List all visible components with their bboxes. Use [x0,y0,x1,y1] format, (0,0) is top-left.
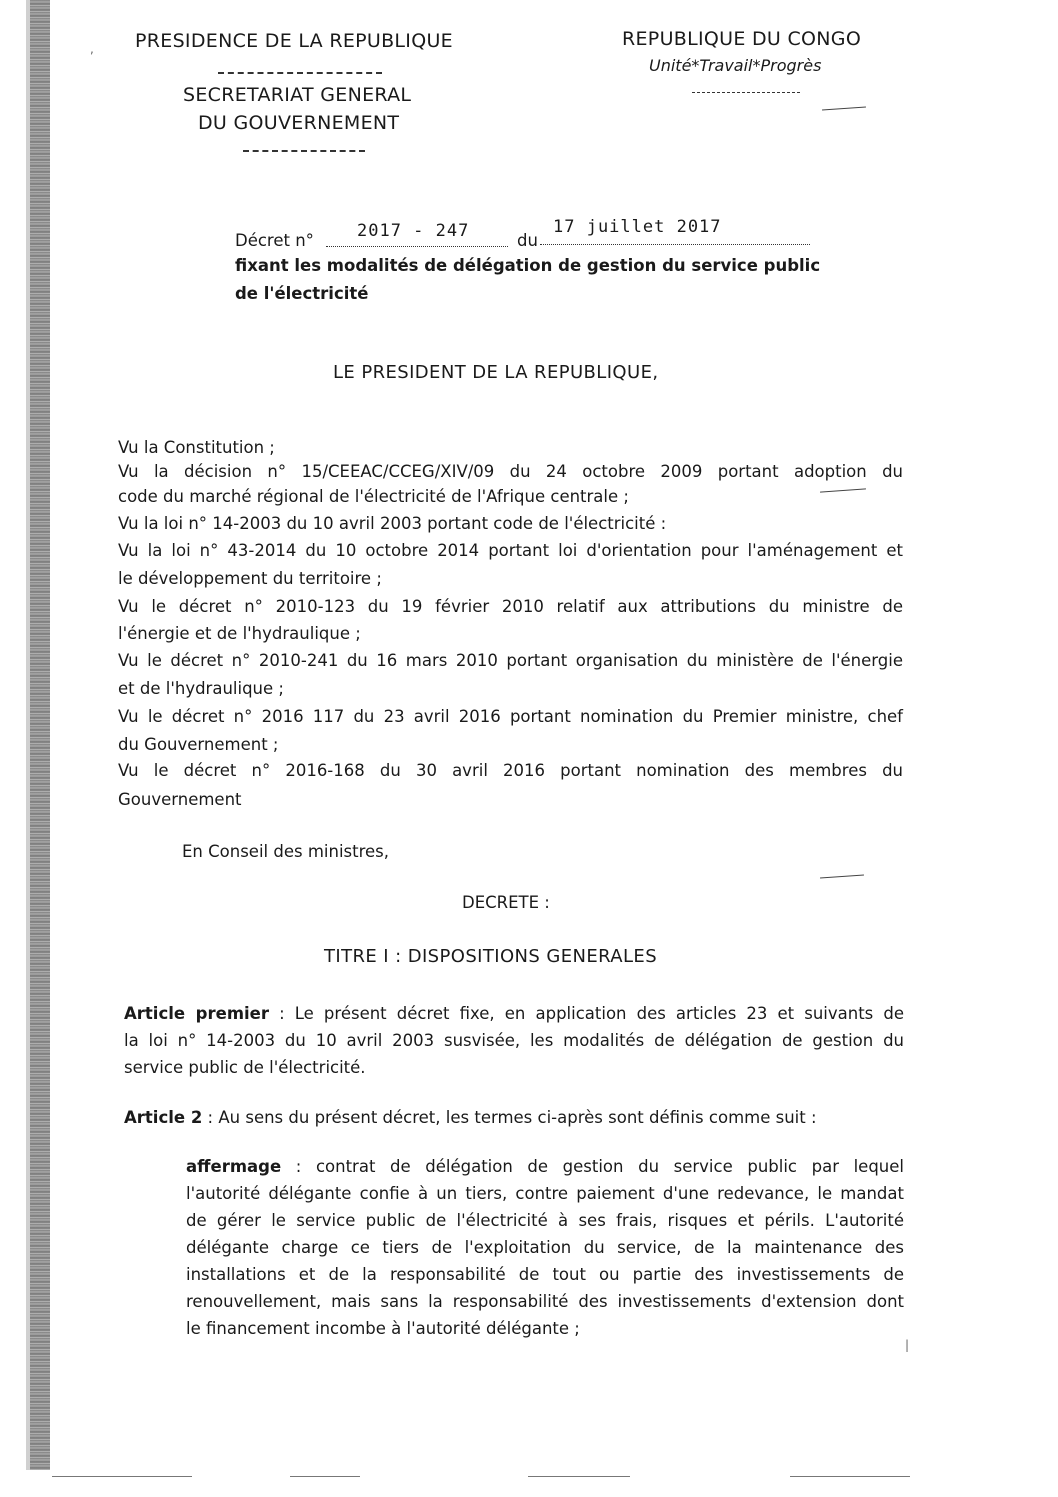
header-left-divider-2 [243,150,365,152]
visa-line: Vu le décret n° 2016-168 du 30 avril 2016 portant nomination des membres du [118,761,903,780]
scan-binding-edge [30,0,50,1470]
decrete-heading: DECRETE : [462,893,550,912]
visa-line: code du marché régional de l'électricité de l'Afrique centrale ; [118,487,629,506]
header-left-divider-1 [218,72,382,74]
affermage-line: renouvellement, mais sans la responsabilité des investissements d'extension dont [186,1292,904,1311]
decree-date: 17 juillet 2017 [553,217,722,237]
decree-date-label: du [517,231,538,250]
visa-line: Vu la décision n° 15/CEEAC/CCEG/XIV/09 du 24 octobre 2009 portant adoption du [118,462,903,481]
decree-subject-2: de l'électricité [235,284,369,303]
header-presidence: PRESIDENCE DE LA REPUBLIQUE [135,30,453,52]
pen-mark-2 [820,488,866,492]
scan-footer-line [52,1476,192,1477]
visa-line: Vu la loi n° 43-2014 du 10 octobre 2014 portant loi d'orientation pour l'aménagement et [118,541,903,560]
visa-line: Vu le décret n° 2016 117 du 23 avril 2016 portant nomination du Premier ministre, chef [118,707,903,726]
visa-line: Vu la Constitution ; [118,438,275,457]
decree-label: Décret n° [235,231,314,250]
visa-line: Vu la loi n° 14-2003 du 10 avril 2003 portant code de l'électricité : [118,514,667,533]
affermage-line: le financement incombe à l'autorité délégante ; [186,1319,580,1338]
affermage-line: délégante charge ce tiers de l'exploitation du service, de la maintenance des [186,1238,904,1257]
pen-mark-1 [822,106,866,110]
visa-line: du Gouvernement ; [118,735,279,754]
header-gouvernement: DU GOUVERNEMENT [198,112,400,134]
visa-line: Vu le décret n° 2010-241 du 16 mars 2010 portant organisation du ministère de l'énergie [118,651,903,670]
affermage-term: affermage [186,1157,282,1176]
decree-number-line [326,246,508,247]
article-2-label: Article 2 [124,1108,203,1127]
scan-footer-line [790,1476,910,1477]
affermage-line: de gérer le service public de l'électricité à ses frais, risques et périls. L'autorité [186,1211,904,1230]
stray-mark: , [90,42,94,56]
header-secretariat: SECRETARIAT GENERAL [183,84,412,106]
article-1-line-3: service public de l'électricité. [124,1058,366,1077]
article-2-line: Article 2 : Au sens du présent décret, les termes ci-après sont définis comme suit : [124,1108,817,1127]
header-republique: REPUBLIQUE DU CONGO [622,28,862,50]
visa-line: le développement du territoire ; [118,569,382,588]
visa-line: et de l'hydraulique ; [118,679,284,698]
article-1-line-1: Article premier : Le présent décret fixe, en application des articles 23 et suivants de [124,1004,904,1023]
article-1-label: Article premier [124,1004,269,1023]
authority-heading: LE PRESIDENT DE LA REPUBLIQUE, [333,362,659,383]
article-1-line-2: la loi n° 14-2003 du 10 avril 2003 susvisée, les modalités de délégation de gestion du [124,1031,904,1050]
scan-footer-line [290,1476,360,1477]
affermage-line: installations et de la responsabilité de tout ou partie des investissements de [186,1265,904,1284]
affermage-line-1: affermage : contrat de délégation de gestion du service public par lequel [186,1157,904,1176]
stray-mark: | [905,1338,910,1352]
visa-line: Vu le décret n° 2010-123 du 19 février 2010 relatif aux attributions du ministre de [118,597,903,616]
scan-footer-line [528,1476,630,1477]
header-devise: Unité*Travail*Progrès [649,56,822,75]
council-line: En Conseil des ministres, [182,842,390,861]
decree-subject-1: fixant les modalités de délégation de gestion du service public [235,256,821,275]
decree-date-line [540,244,810,245]
visa-line: l'énergie et de l'hydraulique ; [118,624,361,643]
visa-line: Gouvernement [118,790,242,809]
affermage-line: l'autorité délégante confie à un tiers, contre paiement d'une redevance, le mandat [186,1184,904,1203]
titre-heading: TITRE I : DISPOSITIONS GENERALES [324,946,658,967]
decree-number: 2017 - 247 [357,221,470,241]
pen-mark-3 [820,874,864,878]
header-right-divider [692,92,800,93]
